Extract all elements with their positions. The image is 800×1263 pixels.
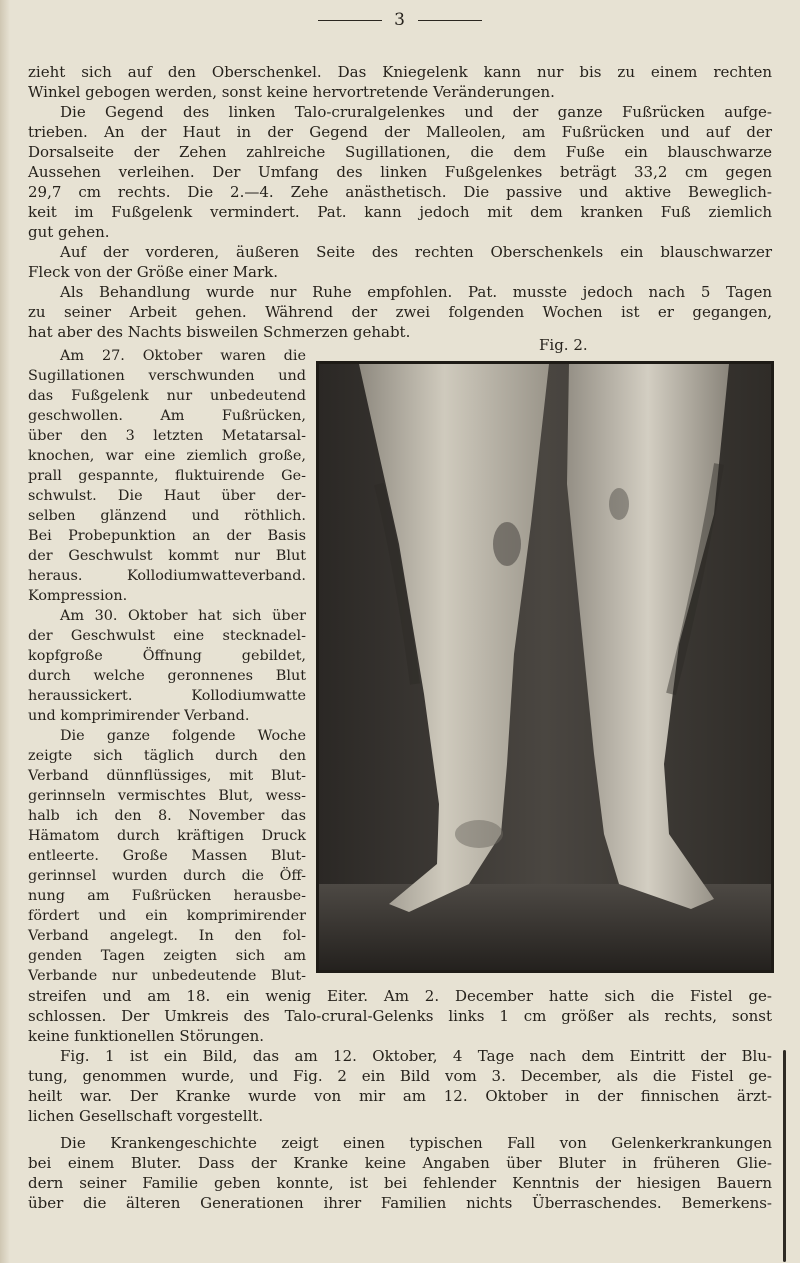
legs-photograph	[319, 364, 771, 970]
text-line: heilt war. Der Kranke wurde von mir am 12. Oktober in der finnischen ärzt-	[28, 1087, 772, 1105]
text-line: knochen, war eine ziemlich große,	[28, 448, 306, 464]
text-line: Verband dünnflüssiges, mit Blut-	[28, 768, 306, 784]
text-line: heraussickert. Kollodiumwatte	[28, 688, 306, 704]
page-header	[0, 10, 800, 30]
text-line: über die älteren Generationen ihrer Familien nichts Überraschendes. Bemerkens-	[28, 1194, 772, 1212]
header-dash-left	[318, 20, 382, 21]
text-line: durch welche geronnenes Blut	[28, 668, 306, 684]
text-line: heraus. Kollodiumwatteverband.	[28, 568, 306, 584]
figure-photo	[316, 361, 774, 973]
text-line: 29,7 cm rechts. Die 2.—4. Zehe anästhetisch. Die passive und aktive Beweglich-	[28, 183, 772, 201]
text-line: halb ich den 8. November das	[28, 808, 306, 824]
text-line: über den 3 letzten Metatarsal-	[28, 428, 306, 444]
margin-pencil-mark	[783, 1050, 786, 1262]
text-line: gut gehen.	[28, 223, 110, 241]
text-line: Fleck von der Größe einer Mark.	[28, 263, 279, 281]
text-line: der Geschwulst eine stecknadel-	[28, 628, 306, 644]
text-line: entleerte. Große Massen Blut-	[28, 848, 306, 864]
text-line: das Fußgelenk nur unbedeutend	[28, 388, 306, 404]
text-line: Verband angelegt. In den fol-	[28, 928, 306, 944]
page-binding-shadow	[0, 0, 10, 1263]
text-line: lichen Gesellschaft vorgestellt.	[28, 1107, 264, 1125]
text-line: Hämatom durch kräftigen Druck	[28, 828, 306, 844]
text-line: bei einem Bluter. Dass der Kranke keine Angaben über Bluter in früheren Glie-	[28, 1154, 772, 1172]
text-line: Sugillationen verschwunden und	[28, 368, 306, 384]
header-dash-right	[418, 20, 482, 21]
text-line: kopfgroße Öffnung gebildet,	[28, 648, 306, 664]
text-line: schlossen. Der Umkreis des Talo-crural-Gelenks links 1 cm größer als rechts, sonst	[28, 1007, 772, 1025]
text-line: Als Behandlung wurde nur Ruhe empfohlen. Pat. musste jedoch nach 5 Tagen	[60, 283, 772, 301]
text-line: geschwollen. Am Fußrücken,	[28, 408, 306, 424]
text-line: trieben. An der Haut in der Gegend der Malleolen, am Fußrücken und auf der	[28, 123, 772, 141]
text-line: Am 30. Oktober hat sich über	[60, 608, 306, 624]
text-line: schwulst. Die Haut über der-	[28, 488, 306, 504]
text-line: streifen und am 18. ein wenig Eiter. Am 2. December hatte sich die Fistel ge-	[28, 987, 772, 1005]
text-line: Aussehen verleihen. Der Umfang des linken Fußgelenkes beträgt 33,2 cm gegen	[28, 163, 772, 181]
text-line: keit im Fußgelenk vermindert. Pat. kann jedoch mit dem kranken Fuß ziemlich	[28, 203, 772, 221]
text-line: Auf der vorderen, äußeren Seite des rechten Oberschenkels ein blauschwarzer	[60, 243, 772, 261]
text-line: hat aber des Nachts bisweilen Schmerzen gehabt.	[28, 323, 411, 341]
text-line: Die ganze folgende Woche	[60, 728, 306, 744]
text-line: selben glänzend und röthlich.	[28, 508, 306, 524]
text-line: zu seiner Arbeit gehen. Während der zwei folgenden Wochen ist er gegangen,	[28, 303, 772, 321]
text-line: Winkel gebogen werden, sonst keine hervortretende Veränderungen.	[28, 83, 555, 101]
page-number: 3	[394, 10, 406, 30]
text-line: prall gespannte, fluktuirende Ge-	[28, 468, 306, 484]
text-line: Dorsalseite der Zehen zahlreiche Sugillationen, die dem Fuße ein blauschwarze	[28, 143, 772, 161]
text-line: genden Tagen zeigten sich am	[28, 948, 306, 964]
text-line: der Geschwulst kommt nur Blut	[28, 548, 306, 564]
text-line: Verbande nur unbedeutende Blut-	[28, 968, 306, 984]
text-line: Die Gegend des linken Talo-cruralgelenkes und der ganze Fußrücken aufge-	[60, 103, 772, 121]
text-line: nung am Fußrücken herausbe-	[28, 888, 306, 904]
text-line: zieht sich auf den Oberschenkel. Das Kniegelenk kann nur bis zu einem rechten	[28, 63, 772, 81]
text-line: Kompression.	[28, 588, 128, 604]
text-line: Am 27. Oktober waren die	[60, 348, 306, 364]
text-line: gerinnsel wurden durch die Öff-	[28, 868, 306, 884]
text-line: gerinnseln vermischtes Blut, wess-	[28, 788, 306, 804]
text-line: Fig. 1 ist ein Bild, das am 12. Oktober, 4 Tage nach dem Eintritt der Blu-	[60, 1047, 772, 1065]
figure-label: Fig. 2.	[539, 336, 588, 354]
text-line: zeigte sich täglich durch den	[28, 748, 306, 764]
text-line: tung, genommen wurde, und Fig. 2 ein Bild vom 3. December, als die Fistel ge-	[28, 1067, 772, 1085]
text-line: keine funktionellen Störungen.	[28, 1027, 265, 1045]
text-line: und komprimirender Verband.	[28, 708, 250, 724]
text-line: Bei Probepunktion an der Basis	[28, 528, 306, 544]
text-line: Die Krankengeschichte zeigt einen typischen Fall von Gelenkerkrankungen	[60, 1134, 772, 1152]
text-line: dern seiner Familie geben konnte, ist bei fehlender Kenntnis der hiesigen Bauern	[28, 1174, 772, 1192]
text-line: fördert und ein komprimirender	[28, 908, 306, 924]
